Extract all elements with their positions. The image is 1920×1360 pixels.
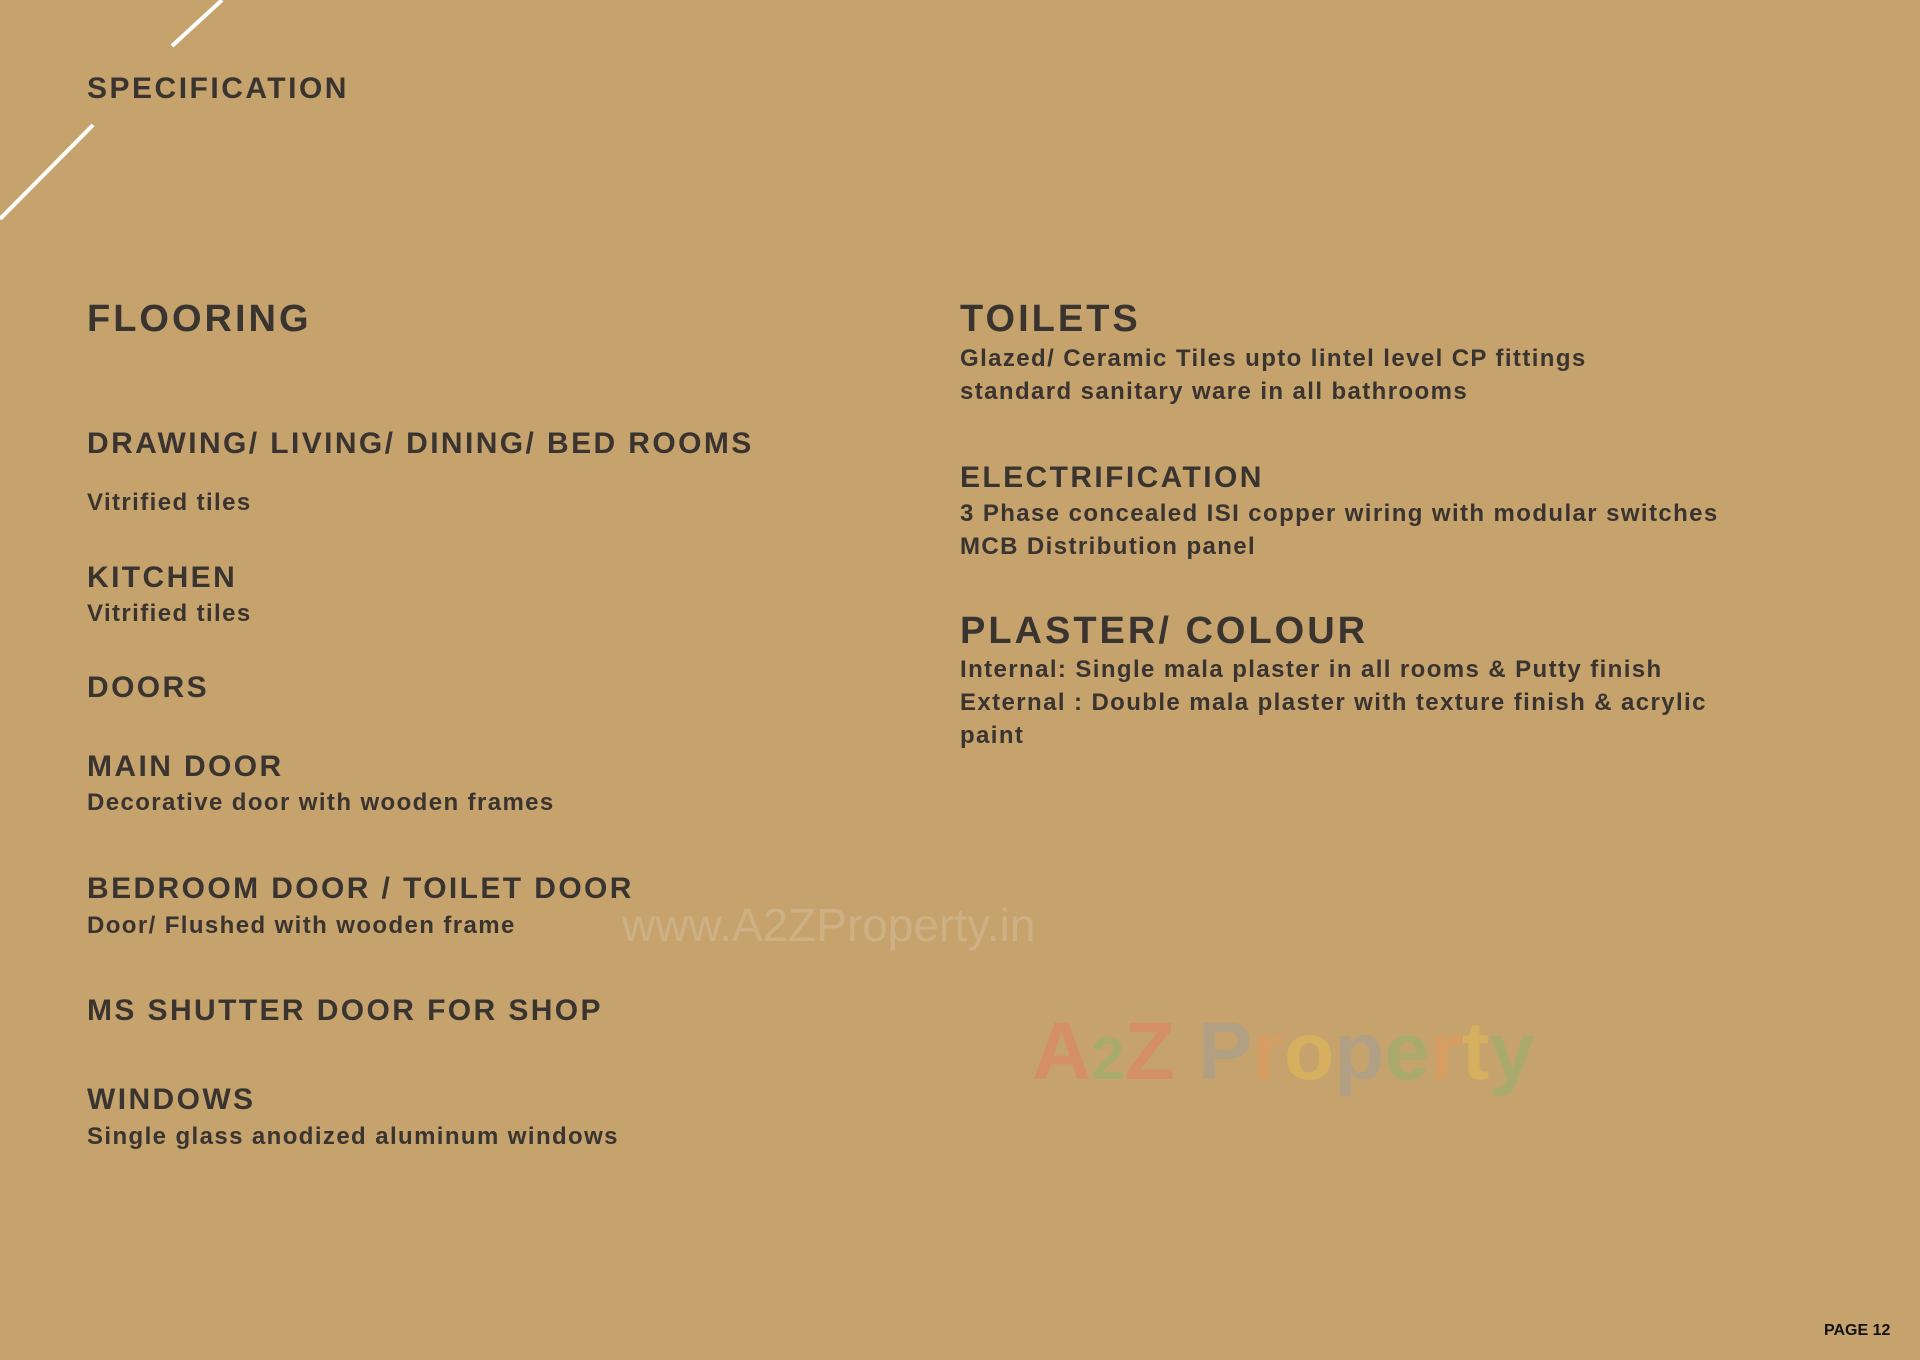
bedroom-door-text: Door/ Flushed with wooden frame (87, 912, 516, 939)
diagonal-line-bottom (0, 125, 93, 219)
windows-heading: WINDOWS (87, 1083, 256, 1116)
electrification-heading: ELECTRIFICATION (960, 461, 1264, 494)
toilets-text (960, 342, 1587, 408)
kitchen-heading: KITCHEN (87, 561, 238, 594)
plaster-line: Internal: Single mala plaster in all rooms & Putty finish (960, 656, 1663, 683)
main-door-text: Decorative door with wooden frames (87, 789, 555, 816)
toilets-line: Glazed/ Ceramic Tiles upto lintel level CP fittings (960, 345, 1587, 372)
toilets-line: standard sanitary ware in all bathrooms (960, 378, 1469, 405)
plaster-heading: PLASTER/ COLOUR (960, 610, 1369, 652)
electrification-line: MCB Distribution panel (960, 533, 1257, 560)
electrification-text (960, 497, 1719, 563)
kitchen-text: Vitrified tiles (87, 600, 252, 627)
plaster-text (960, 653, 1707, 752)
windows-text: Single glass anodized aluminum windows (87, 1123, 619, 1150)
electrification-line: 3 Phase concealed ISI copper wiring with modular switches (960, 500, 1719, 527)
flooring-heading: FLOORING (87, 298, 312, 340)
decorative-lines (0, 0, 240, 230)
toilets-heading: TOILETS (960, 298, 1141, 340)
drawing-rooms-heading: DRAWING/ LIVING/ DINING/ BED ROOMS (87, 427, 754, 460)
page-number: PAGE 12 (1824, 1322, 1891, 1339)
drawing-rooms-text: Vitrified tiles (87, 489, 252, 516)
diagonal-line-top (172, 0, 222, 46)
bedroom-door-heading: BEDROOM DOOR / TOILET DOOR (87, 872, 634, 905)
main-door-heading: MAIN DOOR (87, 750, 284, 783)
watermark-url: www.A2ZProperty.in (622, 899, 1036, 951)
page-title: SPECIFICATION (87, 72, 349, 105)
shutter-door-heading: MS SHUTTER DOOR FOR SHOP (87, 994, 603, 1027)
plaster-line: External : Double mala plaster with texture finish & acrylic (960, 689, 1707, 716)
doors-heading: DOORS (87, 671, 210, 704)
watermark-logo: A2Z Property (1032, 1006, 1535, 1097)
plaster-line: paint (960, 722, 1025, 749)
